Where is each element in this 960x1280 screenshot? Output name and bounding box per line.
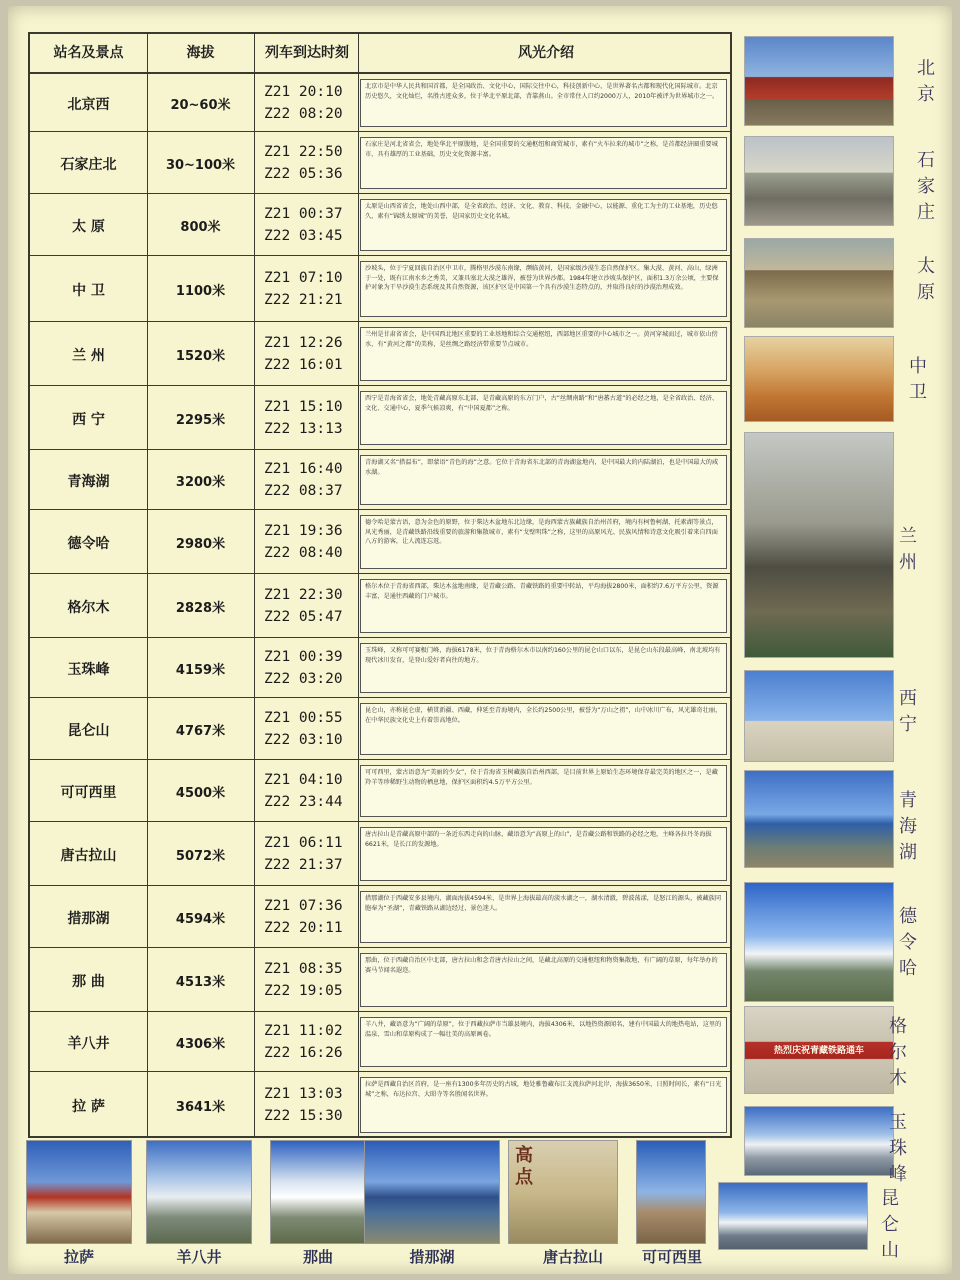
z22-arrival: Z22 23:44 [264,794,343,810]
z22-arrival: Z22 05:47 [264,609,343,625]
header-time: 列车到达时刻 [265,45,349,61]
z21-arrival: Z21 16:40 [264,461,343,477]
z21-arrival: Z21 13:03 [264,1086,343,1102]
table-row [30,74,730,132]
lanzhou-photo [744,432,894,658]
header-altitude: 海拔 [186,45,215,61]
table-row [30,886,730,948]
station-altitude: 4500米 [175,786,226,801]
z22-arrival: Z22 03:45 [264,228,343,244]
side-label-zhongwei: 中卫 [909,356,927,403]
arrival-times [254,1020,356,1064]
station-name: 拉 萨 [72,1099,105,1115]
bottom-label-hoh-xil: 可可西里 [641,1248,702,1266]
station-altitude: 4159米 [175,663,226,678]
beijing-photo [744,36,894,126]
header-station: 站名及景点 [53,45,124,61]
zhongwei-photo [744,336,894,422]
z21-arrival: Z21 00:55 [264,710,343,726]
side-label-qinghai-lake: 青海湖 [899,790,917,863]
table-row [30,574,730,638]
scenery-description: 拉萨是西藏自治区首府，是一座有1300多年历史的古城，地处雅鲁藏布江支流拉萨河北岸，海拔3650米，日照时间长，素有“日光城”之称，布达拉宫、大昭寺等名胜闻名世界。 [360,1077,727,1133]
yangbajing-photo [146,1140,252,1244]
arrival-times [254,81,356,125]
gaodian-text: 高点 [515,1145,533,1188]
arrival-times [254,520,356,564]
table-row [30,1072,730,1138]
header-intro: 风光介绍 [518,45,574,61]
station-altitude: 30~100米 [165,158,236,173]
z21-arrival: Z21 11:02 [264,1023,343,1039]
station-name: 玉珠峰 [67,662,110,678]
station-name: 中 卫 [72,283,105,299]
table-row [30,822,730,886]
station-name: 北京西 [67,97,110,113]
scenery-description: 唐古拉山是青藏高原中部的一条近东西走向的山脉，藏语意为“高原上的山”，是青藏公路和铁路的必经之地，主峰各拉丹冬海拔6621米，是长江的发源地。 [360,827,727,881]
z21-arrival: Z21 20:10 [264,84,343,100]
taiyuan-photo [744,238,894,328]
z21-arrival: Z21 19:36 [264,523,343,539]
table-row [30,322,730,386]
station-name: 昆仑山 [67,723,110,739]
scenery-description: 兰州是甘肃省省会，是中国西北地区重要的工业基地和综合交通枢纽，西部地区重要的中心城市之一。黄河穿城而过，城市依山傍水，有“黄河之都”的美称，是丝绸之路经济带重要节点城市。 [360,327,727,381]
side-label-beijing: 北京 [917,58,935,105]
station-altitude: 4767米 [175,724,226,739]
station-name: 羊八井 [67,1036,110,1052]
z21-arrival: Z21 00:39 [264,649,343,665]
table-row [30,450,730,510]
station-name: 西 宁 [72,412,105,428]
station-name: 唐古拉山 [60,848,117,864]
arrival-times [254,895,356,939]
golmud-banner-text: 热烈庆祝青藏铁路通车 [773,1046,864,1056]
arrival-times [254,267,356,311]
table-row [30,510,730,574]
bottom-label-tanggula: 唐古拉山 [542,1248,603,1266]
z21-arrival: Z21 12:26 [264,335,343,351]
station-altitude: 4513米 [175,975,226,990]
bottom-label-nagqu: 那曲 [302,1248,333,1266]
table-row [30,948,730,1012]
table-row [30,638,730,698]
station-altitude: 800米 [180,220,221,235]
tanggula-photo [508,1140,618,1244]
table-row [30,256,730,322]
bottom-label-tsonag-lake: 措那湖 [409,1248,455,1266]
station-name: 可可西里 [60,785,117,801]
z21-arrival: Z21 22:50 [264,144,343,160]
z21-arrival: Z21 15:10 [264,399,343,415]
station-name: 措那湖 [67,911,110,927]
arrival-times [254,458,356,502]
lhasa-photo [26,1140,132,1244]
table-header [30,34,730,74]
z21-arrival: Z21 08:35 [264,961,343,977]
station-altitude: 1100米 [175,284,226,299]
scenery-description: 昆仑山，亦称昆仑虚，横贯新疆、西藏，伸延至青海境内，全长约2500公里，被誉为“万山之祖”，山中冰川广布，风光雄奇壮丽，在中华民族文化史上有着崇高地位。 [360,703,727,755]
station-name: 格尔木 [67,600,110,616]
station-name: 青海湖 [67,474,110,490]
schedule-poster [8,6,952,1274]
station-altitude: 2980米 [175,537,226,552]
side-label-kunlun: 昆仑山 [881,1188,899,1261]
xining-photo [744,670,894,762]
arrival-times [254,396,356,440]
nagqu-photo [270,1140,366,1244]
z22-arrival: Z22 05:36 [264,166,343,182]
station-name: 德令哈 [67,536,110,552]
yuzhu-peak-photo [744,1106,894,1176]
scenery-description: 可可西里，蒙古语意为“美丽的少女”，位于青海省玉树藏族自治州西部，是目前世界上原始生态环境保存最完美的地区之一，是藏羚羊等珍稀野生动物的栖息地，保护区面积约4.5万平方公里。 [360,765,727,817]
qinghai-lake-photo [744,770,894,868]
table-row [30,760,730,822]
z22-arrival: Z22 03:10 [264,732,343,748]
scenery-description: 格尔木位于青海省西部，柴达木盆地南缘，是青藏公路、青藏铁路的重要中转站，平均海拔2800米，面积约7.6万平方公里，资源丰富，是通往西藏的门户城市。 [360,579,727,633]
station-altitude: 20~60米 [170,98,231,113]
z22-arrival: Z22 21:37 [264,857,343,873]
scenery-description: 玉珠峰，又称可可赛极门峰，海拔6178米，位于青海格尔木市以南约160公里的昆仑山口以东，是昆仑山东段最高峰，南北坡均有现代冰川发育，是登山爱好者向往的地方。 [360,643,727,693]
table-row [30,1012,730,1072]
scenery-description: 那曲，位于西藏自治区中北部，唐古拉山和念青唐古拉山之间，是藏北高原的交通枢纽和物资集散地，有广阔的草原，每年举办的赛马节闻名遐迩。 [360,953,727,1007]
z22-arrival: Z22 08:20 [264,106,343,122]
station-altitude: 3200米 [175,475,226,490]
station-name: 石家庄北 [60,157,117,173]
side-label-taiyuan: 太原 [917,256,935,303]
side-label-delingha: 德令哈 [899,906,917,979]
z21-arrival: Z21 22:30 [264,587,343,603]
table-row [30,194,730,256]
z22-arrival: Z22 21:21 [264,292,343,308]
z21-arrival: Z21 00:37 [264,206,343,222]
station-name: 太 原 [72,219,105,235]
bottom-label-yangbajing: 羊八井 [176,1248,222,1266]
arrival-times [254,769,356,813]
side-label-lanzhou: 兰州 [899,526,917,573]
z21-arrival: Z21 04:10 [264,772,343,788]
table-row [30,698,730,760]
station-altitude: 3641米 [175,1100,226,1115]
station-altitude: 5072米 [175,849,226,864]
side-label-yuzhu-peak: 玉珠峰 [889,1112,907,1185]
station-altitude: 2828米 [175,601,226,616]
arrival-times [254,141,356,185]
z22-arrival: Z22 08:40 [264,545,343,561]
z22-arrival: Z22 16:01 [264,357,343,373]
z22-arrival: Z22 20:11 [264,920,343,936]
station-altitude: 2295米 [175,413,226,428]
z22-arrival: Z22 19:05 [264,983,343,999]
table-row [30,386,730,450]
station-name: 兰 州 [72,348,105,364]
arrival-times [254,332,356,376]
z21-arrival: Z21 06:11 [264,835,343,851]
z21-arrival: Z21 07:36 [264,898,343,914]
z22-arrival: Z22 16:26 [264,1045,343,1061]
hoh-xil-photo [636,1140,706,1244]
arrival-times [254,707,356,751]
scenery-description: 西宁是青海省省会，地处青藏高原东北部，是青藏高原的东方门户，古“丝绸南路”和“唐蕃古道”的必经之地，是全省政治、经济、文化、交通中心，夏季气候凉爽，有“中国夏都”之称。 [360,391,727,445]
z22-arrival: Z22 15:30 [264,1108,343,1124]
scenery-description: 太原是山西省省会，地处山西中部，是全省政治、经济、文化、教育、科技、金融中心，以能源、重化工为主的工业基地，历史悠久，素有“锦绣太原城”的美誉，是国家历史文化名城。 [360,199,727,251]
station-altitude: 4306米 [175,1037,226,1052]
kunlun-photo [718,1182,868,1250]
arrival-times [254,832,356,876]
delingha-photo [744,882,894,1002]
side-label-golmud: 格尔木 [889,1016,907,1089]
station-name: 那 曲 [72,974,105,990]
side-label-shijiazhuang: 石家庄 [917,150,935,223]
scenery-description: 青海湖又名“措温布”，即蒙语“青色的海”之意。它位于青海省东北部的青海湖盆地内，是中国最大的内陆湖泊，也是中国最大的咸水湖。 [360,455,727,505]
scenery-description: 德令哈是蒙古语，意为金色的原野，位于柴达木盆地东北边缘，是海西蒙古族藏族自治州首府，境内有柯鲁柯湖、托素湖等景点，风光秀丽，是青藏铁路沿线重要的旅游和集散城市，素有“戈壁明珠”之称，这里的高原风光、民族风情和诗意文化吸引着来自四面八方的游客，让人流连忘返。 [360,515,727,569]
schedule-table [28,32,732,1138]
arrival-times [254,958,356,1002]
scenery-description: 石家庄是河北省省会，地处华北平原腹地，是全国重要的交通枢纽和商贸城市，素有“火车拉来的城市”之称，是首都经济圈重要城市，具有雄厚的工业基础，历史文化资源丰富。 [360,137,727,189]
arrival-times [254,203,356,247]
tsonag-lake-photo [364,1140,500,1244]
scenery-description: 沙坡头，位于宁夏回族自治区中卫市，腾格里沙漠东南缘，濒临黄河，是国家级沙漠生态自然保护区。集大漠、黄河、高山、绿洲于一处，既有江南水乡之秀美，又兼具塞北大漠之雄浑，被誉为世界沙都。1984年建立沙坡头保护区，面积1.3万余公顷，主要保护对象为干旱沙漠生态系统及其自然资源，该区护区是中国第一个具有沙漠生态特点的，并取得良好的沙漠治理成效。 [360,261,727,317]
z22-arrival: Z22 13:13 [264,421,343,437]
z21-arrival: Z21 07:10 [264,270,343,286]
arrival-times [254,646,356,690]
table-row [30,132,730,194]
z22-arrival: Z22 08:37 [264,483,343,499]
bottom-label-lhasa: 拉萨 [63,1248,94,1266]
golmud-photo [744,1006,894,1094]
z22-arrival: Z22 03:20 [264,671,343,687]
shijiazhuang-photo [744,136,894,226]
station-altitude: 1520米 [175,349,226,364]
station-altitude: 4594米 [175,912,226,927]
scenery-description: 措那湖位于西藏安多县境内，湖面海拔4594米，是世界上海拔最高的淡水湖之一，湖水清澈，碧波荡漾，是怒江的源头，被藏族同胞奉为“圣湖”，青藏铁路从湖边经过，景色迷人。 [360,891,727,943]
arrival-times [254,584,356,628]
scenery-description: 羊八井，藏语意为“广阔的草原”，位于西藏拉萨市当雄县境内，海拔4306米，以地热资源闻名，建有中国最大的地热电站，这里的温泉、雪山和草原构成了一幅壮美的高原画卷。 [360,1017,727,1067]
scenery-description: 北京市是中华人民共和国首都，是全国政治、文化中心，国际交往中心，科技创新中心，是世界著名古都和现代化国际城市。北京历史悠久，文化灿烂，名胜古迹众多，位于华北平原北部，背靠燕山。全市常住人口约2000万人，2010年被评为世界城市之一。 [360,79,727,127]
arrival-times [254,1083,356,1127]
side-label-xining: 西宁 [899,688,917,735]
right-photo-column [744,36,944,1185]
